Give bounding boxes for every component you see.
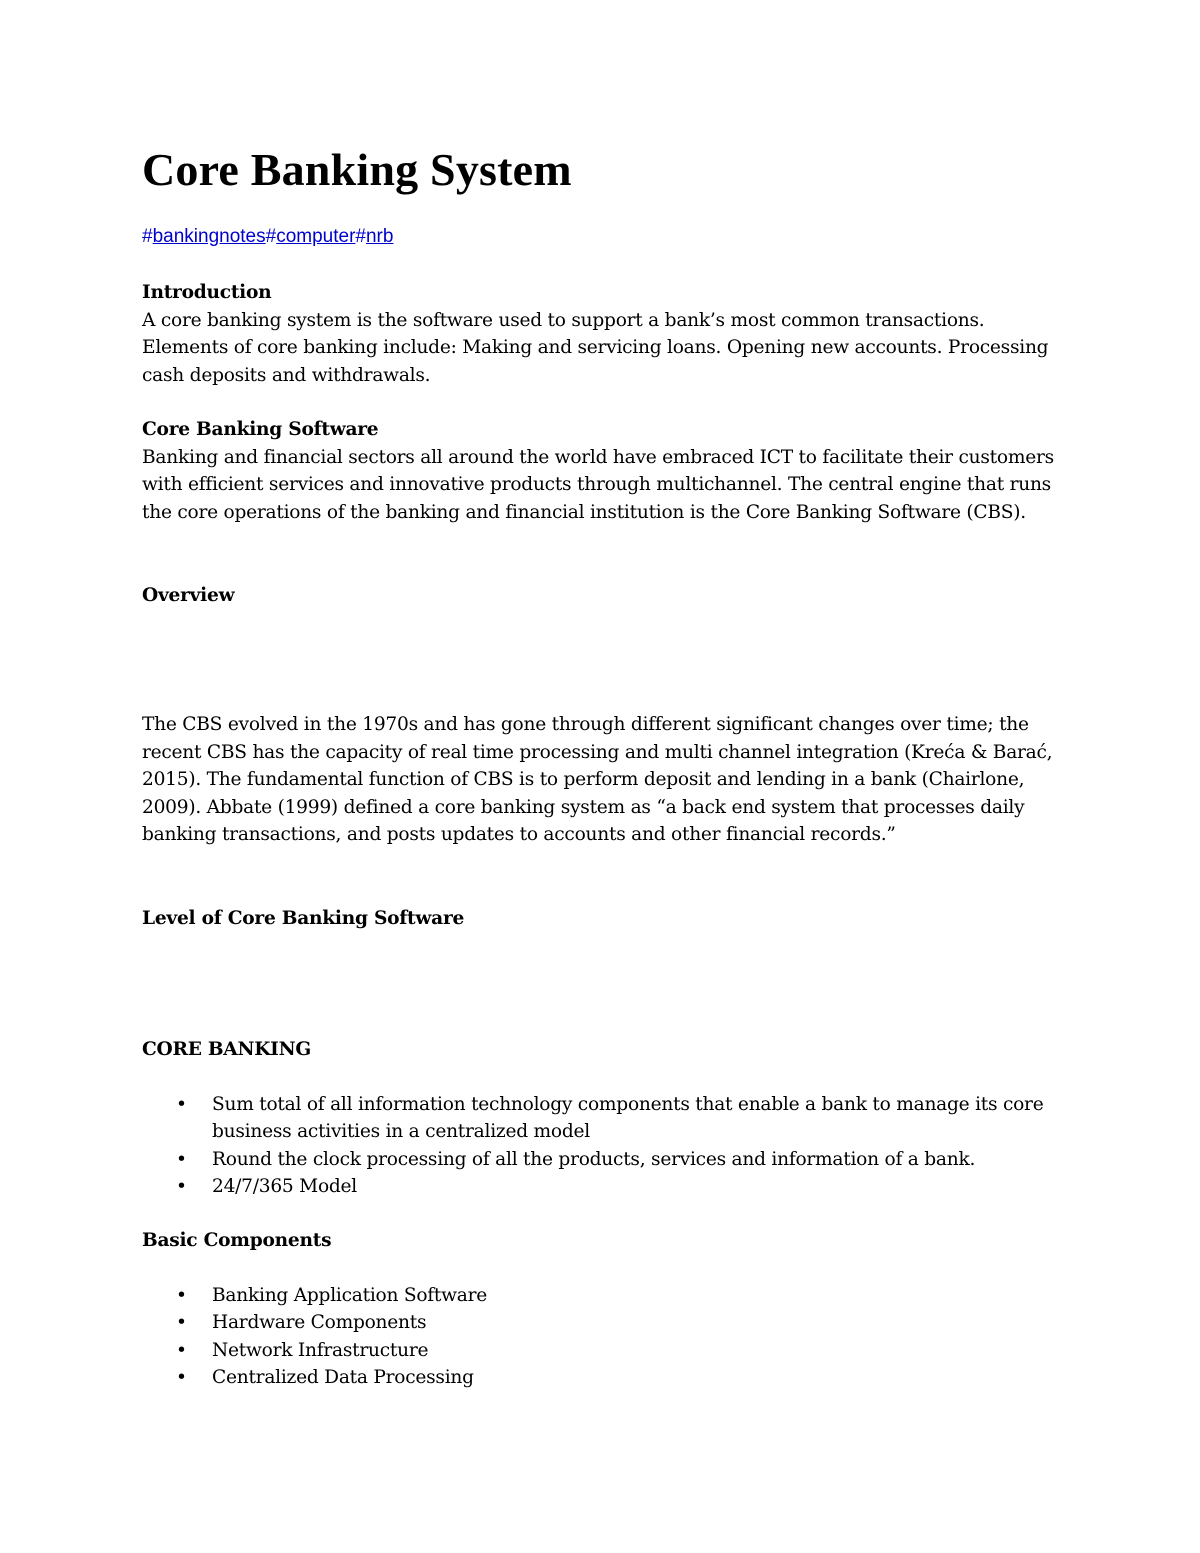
section-level-heading xyxy=(142,905,1072,933)
section-heading: Basic Components xyxy=(142,1230,332,1251)
section-heading: CORE BANKING xyxy=(142,1039,311,1060)
section-overview-body xyxy=(142,711,1072,849)
list-item xyxy=(142,1309,1072,1337)
list-item xyxy=(142,1337,1072,1365)
list-item xyxy=(142,1091,1072,1146)
tag-link-bankingnotes[interactable]: bankingnotes xyxy=(152,226,266,247)
list-item-text: Round the clock processing of all the products, services and information of a bank. xyxy=(212,1148,976,1170)
list-item-text: Banking Application Software xyxy=(212,1284,488,1306)
list-item xyxy=(142,1282,1072,1310)
section-heading: Overview xyxy=(142,585,235,606)
tag-link-computer[interactable]: computer xyxy=(276,226,356,247)
list-item-text: Sum total of all information technology components that enable a bank to manage its core business activities in a centralized model xyxy=(212,1093,1044,1143)
section-basic-components xyxy=(142,1227,1072,1392)
list-item-text: Network Infrastructure xyxy=(212,1339,429,1361)
hash-symbol: # xyxy=(265,226,277,247)
bullet-icon: • xyxy=(176,1284,187,1306)
section-introduction xyxy=(142,279,1072,389)
section-paragraph: The CBS evolved in the 1970s and has gone through different significant changes over time; the recent CBS has the capacity of real time processing and multi channel integration (Kreća & Barać, 2015). The fundamental function of CBS is to perform deposit and lending in a bank (Chairlone, 2009). Abbate (1999) defined a core banking system as “a back end system that processes daily banking transactions, and posts updates to accounts and other financial records.” xyxy=(142,714,1053,846)
document-title: Core Banking System xyxy=(142,144,572,195)
bullet-icon: • xyxy=(176,1367,187,1389)
bullet-icon: • xyxy=(176,1339,187,1361)
list-item-text: Hardware Components xyxy=(212,1312,427,1334)
section-heading: Core Banking Software xyxy=(142,419,379,440)
bullet-icon: • xyxy=(176,1312,187,1334)
section-paragraph: A core banking system is the software used to support a bank’s most common transactions. Elements of core banking include: Making and servicing loans. Opening new accounts. Processing cash deposits and withdrawals. xyxy=(142,309,1049,386)
section-overview-heading xyxy=(142,582,1072,610)
document-page xyxy=(142,140,1072,1389)
list-item xyxy=(142,1364,1072,1392)
section-core-banking xyxy=(142,1036,1072,1201)
section-core-banking-software xyxy=(142,416,1072,526)
components-list xyxy=(142,1282,1072,1392)
list-item-text: Centralized Data Processing xyxy=(212,1367,474,1389)
tag-link-nrb[interactable]: nrb xyxy=(365,226,394,247)
list-item-text: 24/7/365 Model xyxy=(212,1176,358,1198)
bullet-icon: • xyxy=(176,1093,187,1115)
hash-symbol: # xyxy=(355,226,366,247)
bullet-icon: • xyxy=(176,1176,187,1198)
section-heading: Level of Core Banking Software xyxy=(142,908,465,929)
bullet-icon: • xyxy=(176,1148,187,1170)
list-item xyxy=(142,1146,1072,1174)
list-item xyxy=(142,1173,1072,1201)
core-banking-list xyxy=(142,1091,1072,1201)
section-heading: Introduction xyxy=(142,282,272,303)
hash-symbol: # xyxy=(142,226,153,247)
section-paragraph: Banking and financial sectors all around the world have embraced ICT to facilitate their customers with efficient services and innovative products through multichannel. The central engine that runs the core operations of the banking and financial institution is the Core Banking Software (CBS). xyxy=(142,446,1054,523)
hashtag-line xyxy=(142,226,393,248)
